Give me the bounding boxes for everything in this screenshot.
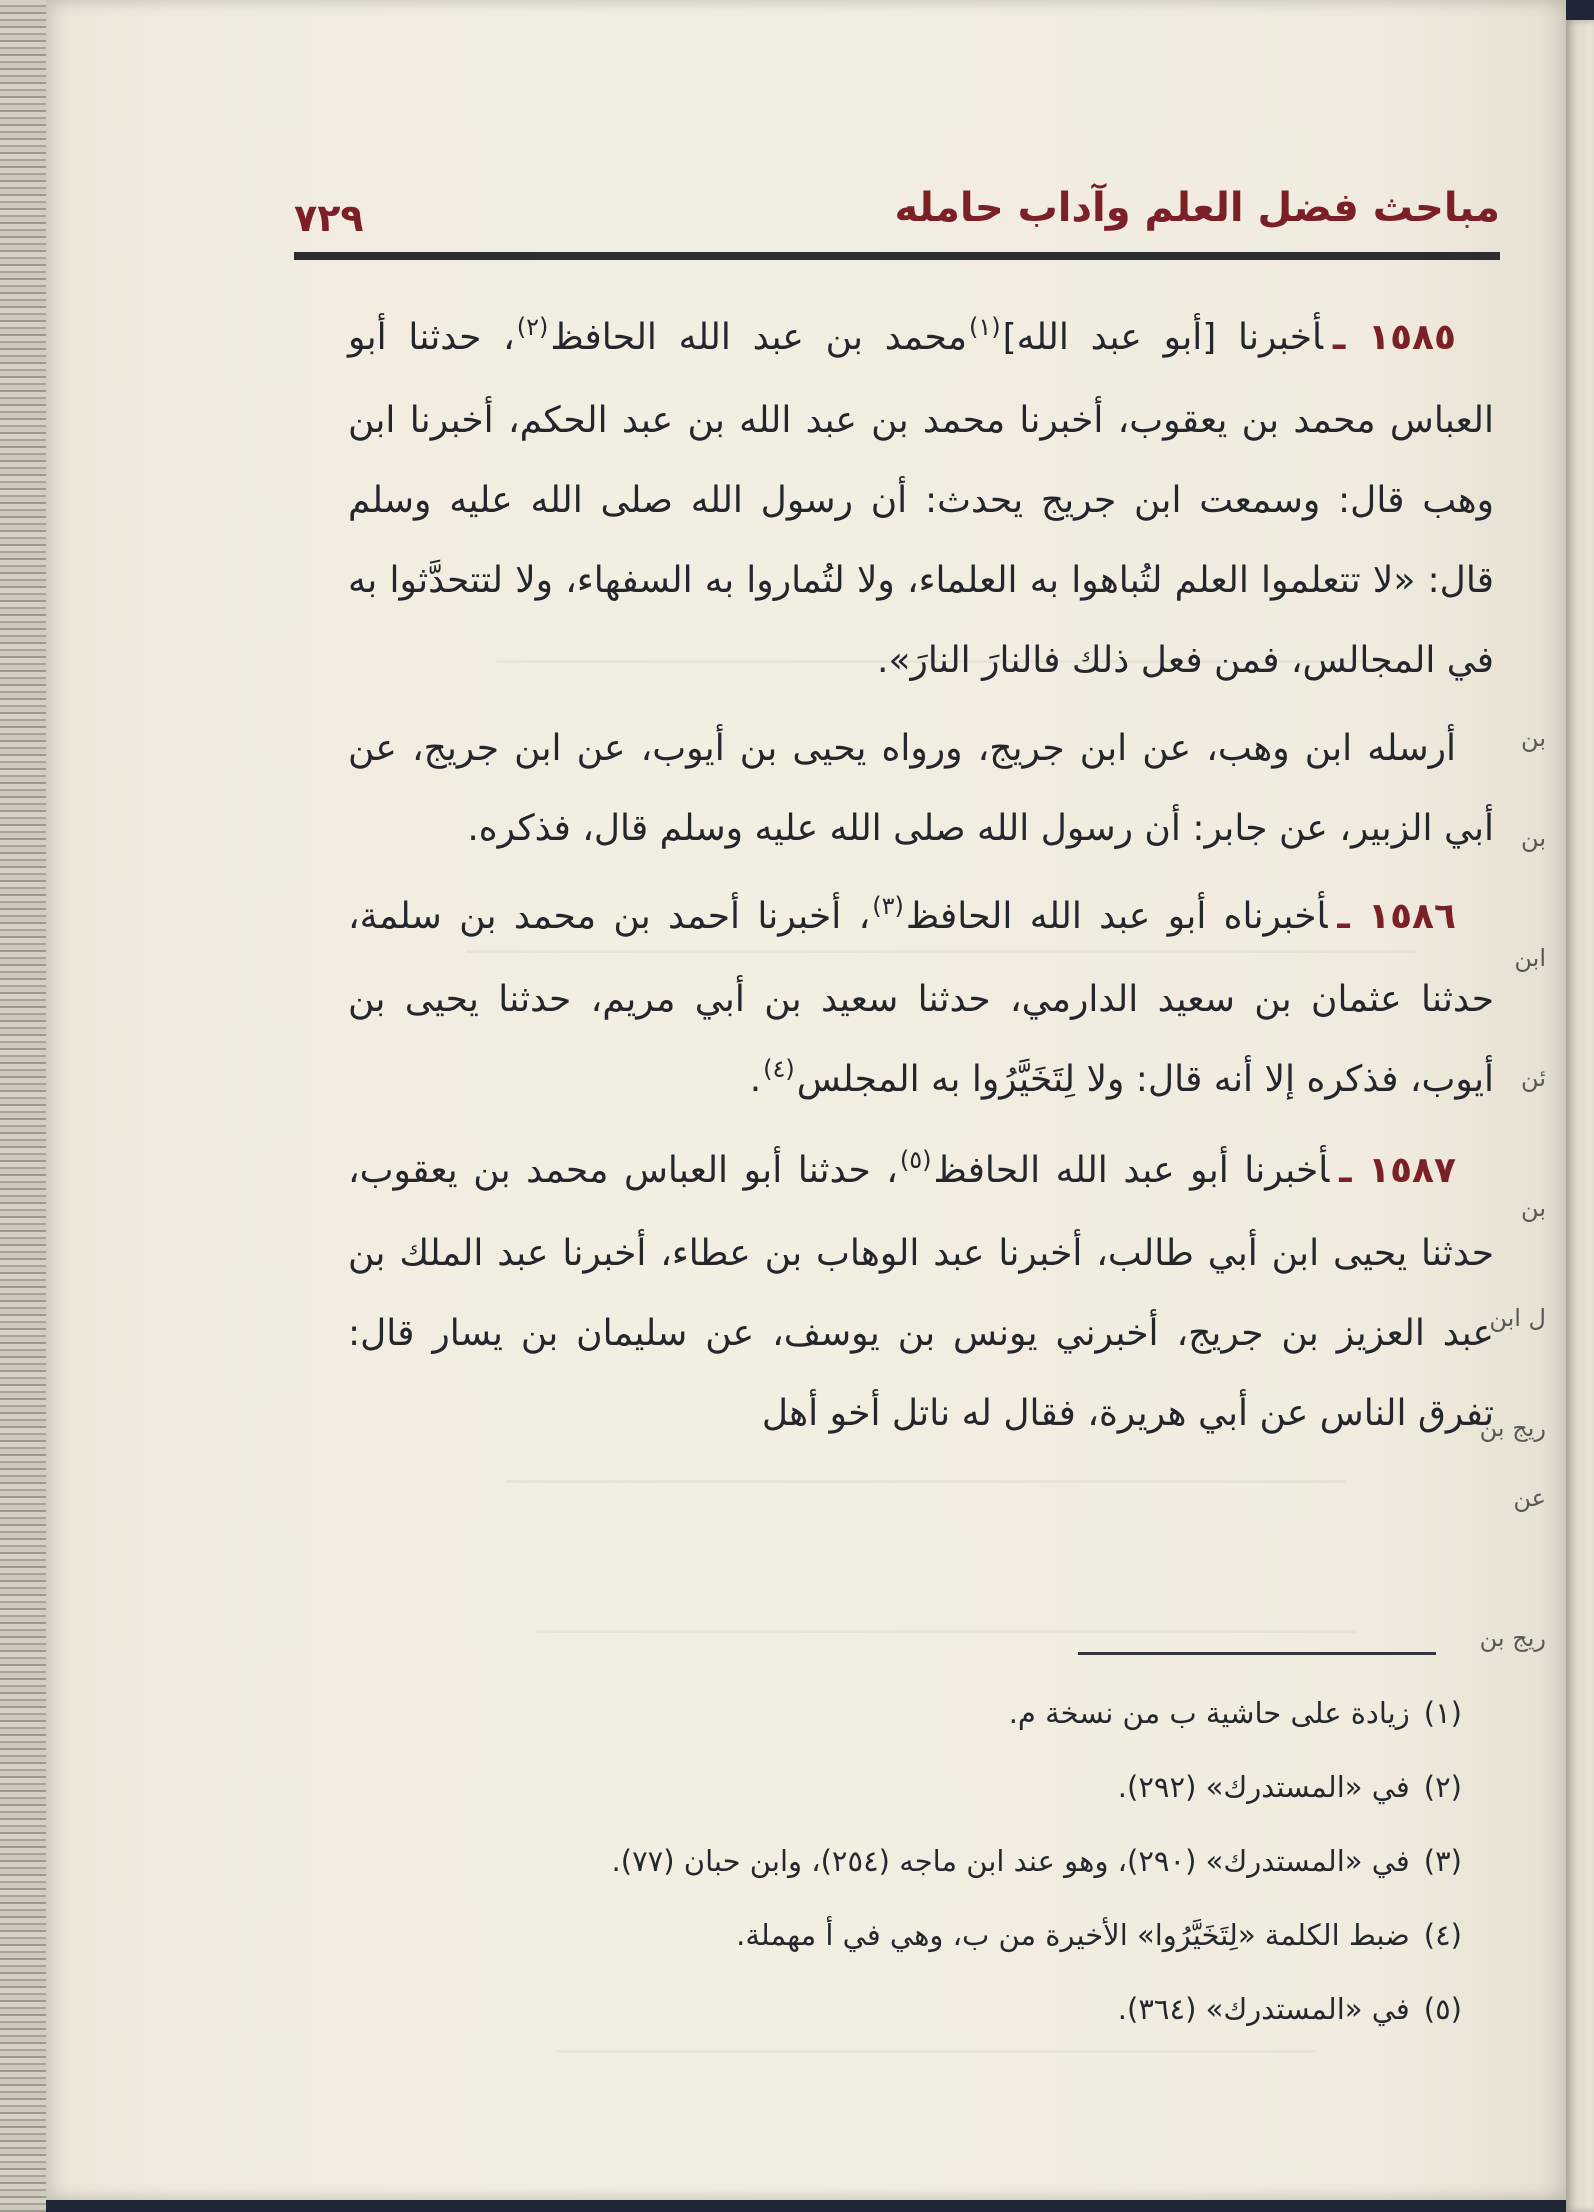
footnote-item [346,1824,1462,1898]
margin-fragment: ريج بن [1479,1624,1546,1652]
hadith-text: ، أخبرنا أحمد بن محمد بن سلمة، حدثنا عثمان بن سعيد الدارمي، حدثنا سعيد بن أبي مريم، حدثنا يحيى بن أيوب، فذكره إلا أنه قال: ولا لِتَخَيَّرُوا به المجلس [348,896,1494,1100]
footnotes [346,1676,1462,2046]
margin-fragment: ريج بن [1479,1414,1546,1442]
hadith-text: . [749,1059,762,1100]
footnote-item [346,1676,1462,1750]
margin-fragment: بن [1521,1194,1546,1222]
footnote-text: في «المستدرك» (٢٩٠)، وهو عند ابن ماجه (٢٥٤)، وابن حبان (٧٧). [611,1844,1410,1878]
hadith-text: أخبرنا [أبو عبد الله] [1002,317,1323,358]
hadith-number: ١٥٨٧ ـ [1339,1150,1456,1191]
hadith-number: ١٥٨٦ ـ [1337,896,1456,937]
footnote-text: زيادة على حاشية ب من نسخة م. [1008,1696,1410,1730]
footnote-marker: (١) [1423,1696,1462,1730]
main-text-block [348,298,1494,1462]
adjacent-page-margin-fragments [1479,712,1546,1692]
next-page-edge [1566,20,1594,2212]
footnote-item [346,1750,1462,1824]
footnote-reference: (٥) [899,1146,932,1174]
footnote-marker: (٣) [1423,1844,1462,1878]
footnote-item [346,1898,1462,1972]
hadith-text: ، حدثنا أبو العباس محمد بن يعقوب، أخبرنا محمد بن عبد الله بن عبد الحكم، أخبرنا ابن وهب قال: وسمعت ابن جريج يحدث: أن رسول الله صلى الله عليه وسلم قال: «لا تتعلموا العلم لتُباهوا به العلماء، ولا لتُماروا به السفهاء، ولا لتتحدَّثوا به في المجالس، فمن فعل ذلك فالنارَ النارَ». [348,317,1494,681]
hadith-number: ١٥٨٥ ـ [1332,317,1456,358]
book-page [46,0,1566,2200]
margin-fragment: ئن [1521,1064,1546,1092]
hadith-text: محمد بن عبد الله الحافظ [550,317,967,358]
footnote-reference: (١) [969,313,1001,341]
hadith-commentary [348,709,1494,869]
page-stack-edge [0,0,46,2212]
hadith-1585 [348,298,1494,701]
hadith-text: أخبرنا أبو عبد الله الحافظ [933,1150,1330,1191]
footnote-text: في «المستدرك» (٣٦٤). [1117,1992,1410,2026]
commentary-text: أرسله ابن وهب، عن ابن جريج، ورواه يحيى بن أيوب، عن ابن جريج، عن أبي الزبير، عن جابر: أن رسول الله صلى الله عليه وسلم قال، فذكره. [348,728,1494,849]
footnote-marker: (٤) [1423,1918,1462,1952]
footnote-text: في «المستدرك» (٢٩٢). [1117,1770,1410,1804]
footnote-reference: (٤) [763,1055,795,1083]
bleed-line [556,2050,1316,2053]
footnote-marker: (٥) [1423,1992,1462,2026]
hadith-1586 [348,877,1494,1123]
margin-fragment: ابن [1514,944,1546,972]
footnote-text: ضبط الكلمة «لِتَخَيَّرُوا» الأخيرة من ب، وهي في أ مهملة. [736,1918,1410,1952]
page-header [294,172,1500,258]
footnote-marker: (٢) [1423,1770,1462,1804]
header-divider [294,252,1500,260]
page-number: ٧٢٩ [294,196,364,240]
bleed-line [506,1480,1346,1483]
footnote-item [346,1972,1462,2046]
hadith-text: أخبرناه أبو عبد الله الحافظ [905,896,1328,937]
margin-fragment: عن [1513,1484,1546,1512]
margin-fragment: ل ابن [1489,1304,1546,1332]
bleed-line [536,1630,1356,1633]
footnote-divider [1078,1652,1436,1655]
footnote-reference: (٣) [872,892,904,920]
margin-fragment: بن [1521,824,1546,852]
hadith-text: ، حدثنا أبو العباس محمد بن يعقوب، حدثنا يحيى ابن أبي طالب، أخبرنا عبد الوهاب بن عطاء، أخبرنا عبد الملك بن عبد العزيز بن جريج، أخبرني يونس بن يوسف، عن سليمان بن يسار قال: تفرق الناس عن أبي هريرة، فقال له ناتل أخو أهل [348,1150,1494,1434]
hadith-1587 [348,1131,1494,1454]
footnote-reference: (٢) [516,313,549,341]
running-title: مباحث فضل العلم وآداب حامله [894,185,1500,231]
margin-fragment: بن [1521,724,1546,752]
